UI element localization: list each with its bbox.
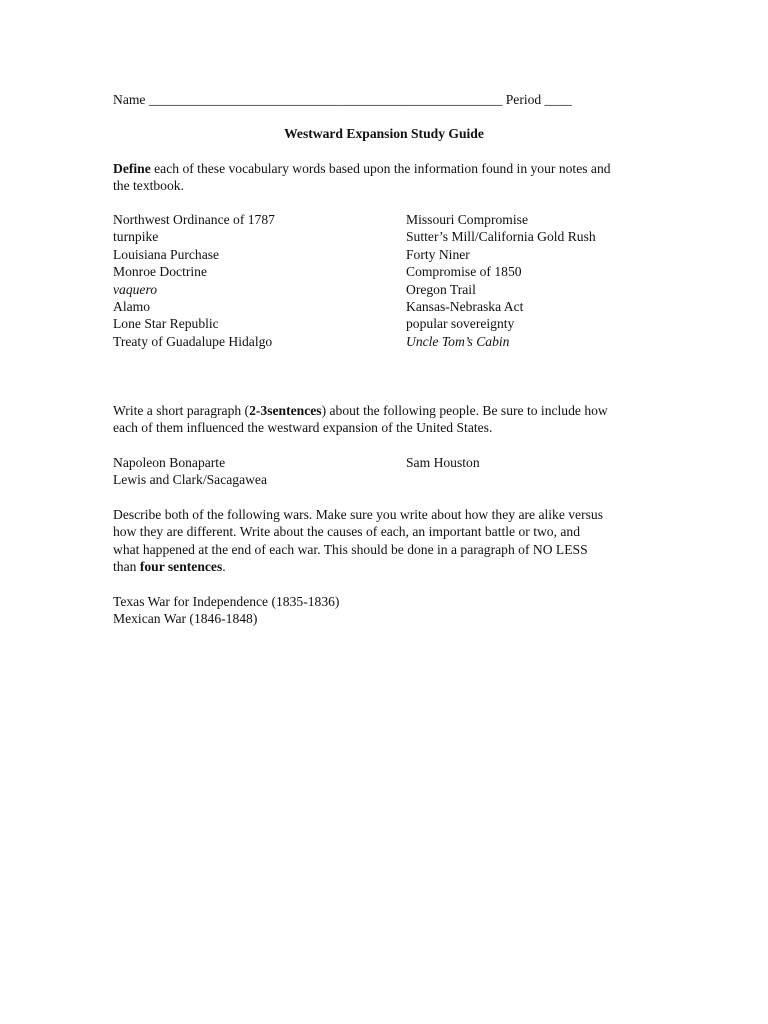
- vocab-item: Missouri Compromise: [406, 212, 528, 227]
- wars-instructions-line2: how they are different. Write about the causes of each, an important battle or two, and: [113, 524, 581, 540]
- vocab-item: vaquero: [113, 281, 158, 297]
- person-item: Lewis and Clark/Sacagawea: [113, 472, 267, 488]
- vocab-item: Oregon Trail: [406, 281, 476, 297]
- vocab-item: Forty Niner: [406, 246, 470, 262]
- people-instructions-line2: each of them influenced the westward expansion of the United States.: [113, 420, 493, 436]
- vocab-list-left: [113, 211, 275, 350]
- wars-instructions-line1: Describe both of the following wars. Make sure you write about how they are alike versus: [113, 507, 603, 522]
- vocab-item: Sutter’s Mill/California Gold Rush: [406, 229, 596, 245]
- wars-instructions-line4-bold: four sentences: [139, 559, 223, 575]
- vocab-item: Alamo: [113, 298, 150, 314]
- people-instructions-pre: Write a short paragraph (: [113, 403, 250, 418]
- wars-instructions: [113, 506, 673, 576]
- wars-instructions-line4-post: .: [222, 559, 226, 575]
- people-instructions-post: ) about the following people. Be sure to include how: [321, 403, 608, 418]
- war-item: Texas War for Independence (1835-1836): [113, 594, 340, 609]
- period-label: Period: [505, 92, 542, 107]
- people-list-right: [406, 454, 480, 471]
- vocab-item: Uncle Tom’s Cabin: [406, 333, 510, 349]
- vocab-item: Lone Star Republic: [113, 316, 219, 332]
- vocab-instructions-line1: each of these vocabulary words based upon the information found in your notes and: [150, 161, 611, 176]
- wars-instructions-line4-pre: than: [113, 559, 140, 575]
- vocab-item: Kansas-Nebraska Act: [406, 298, 524, 314]
- vocab-item: Northwest Ordinance of 1787: [113, 212, 275, 227]
- war-item: Mexican War (1846-1848): [113, 611, 258, 627]
- vocab-item: Compromise of 1850: [406, 264, 522, 280]
- vocab-list-right: [406, 211, 596, 350]
- vocab-item: popular sovereignty: [406, 316, 515, 332]
- vocab-item: turnpike: [113, 229, 159, 245]
- person-item: Napoleon Bonaparte: [113, 455, 226, 470]
- name-blank: ____________________________________________________: [148, 92, 503, 107]
- name-period-line: [113, 91, 572, 108]
- wars-list: [113, 593, 339, 628]
- people-instructions-bold: 2-3sentences: [249, 403, 322, 418]
- person-item: Sam Houston: [406, 455, 480, 470]
- name-label: Name: [113, 92, 146, 107]
- wars-instructions-line3: what happened at the end of each war. This should be done in a paragraph of NO LESS: [113, 541, 588, 557]
- vocab-item: Monroe Doctrine: [113, 264, 207, 280]
- page-title: Westward Expansion Study Guide: [284, 126, 484, 141]
- vocab-instructions: [113, 160, 673, 195]
- people-instructions: [113, 402, 673, 437]
- vocab-item: Louisiana Purchase: [113, 246, 220, 262]
- vocab-instructions-bold: Define: [113, 161, 151, 176]
- vocab-item: Treaty of Guadalupe Hidalgo: [113, 333, 273, 349]
- period-blank: ____: [544, 92, 572, 107]
- vocab-instructions-line2: the textbook.: [113, 178, 184, 194]
- people-list-left: [113, 454, 267, 489]
